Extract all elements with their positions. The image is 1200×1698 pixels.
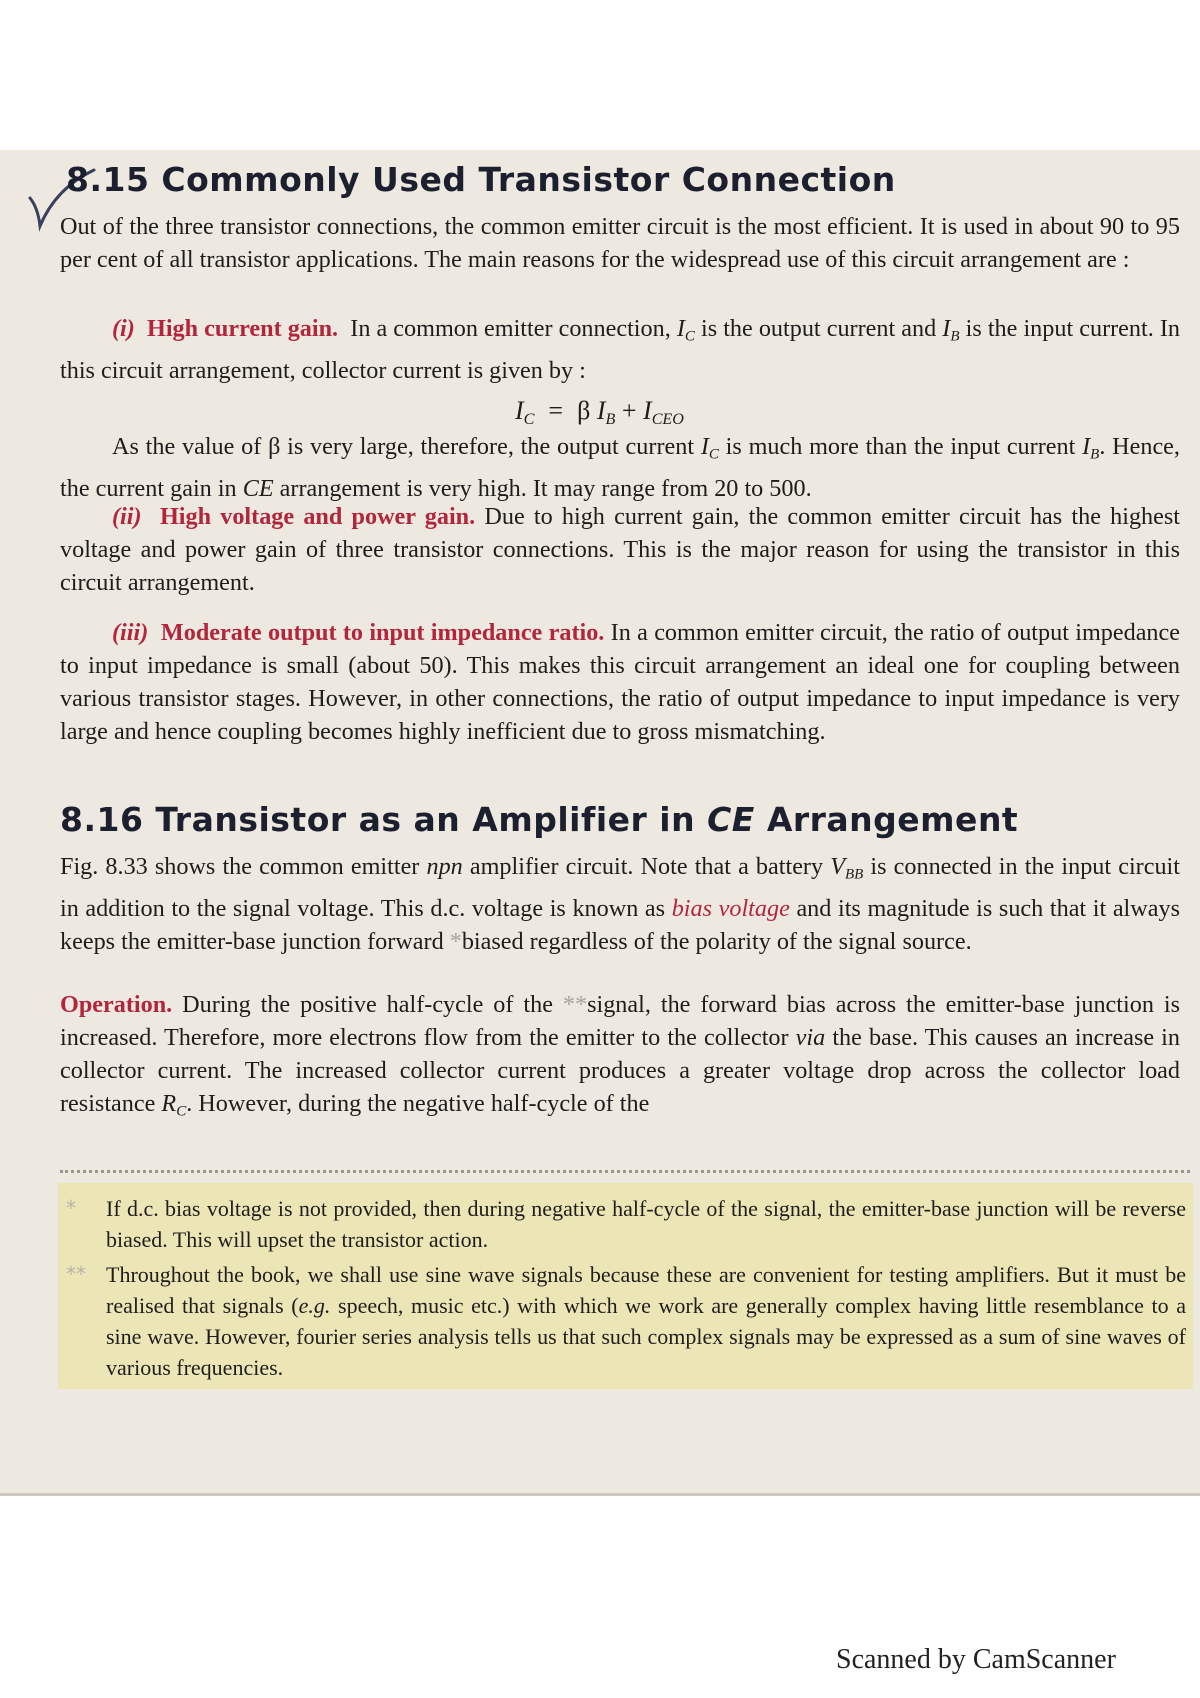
amplifier-intro-paragraph: Fig. 8.33 shows the common emitter npn amplifier circuit. Note that a battery $V_{BB}$ is connected in the input circuit in addition to the signal voltage. This d.c. voltage is known as bias voltage and its magnitude is such that it always keeps the emitter-base junction forward *biased regardless of the polarity of the signal source. <box>60 853 1180 955</box>
section-intro-paragraph: Out of the three transistor connections, the common emitter circuit is the most efficient. It is used in about 90 to 95 per cent of all transistor applications. The main reasons for the widespread use of this circuit arrangement are : <box>60 213 1180 273</box>
section-heading-8-15: 8.15 Commonly Used Transistor Connection <box>66 160 896 199</box>
footnote-2: Throughout the book, we shall use sine wave signals because these are convenient for testing amplifiers. But it must be realised that signals (e.g. speech, music etc.) with which we work are generally complex having little resemblance to a sine wave. However, fourier series analysis tells us that such complex signals may be expressed as a sum of sine waves of various frequencies. <box>106 1262 1186 1380</box>
footnote-marker-2: ** <box>66 1262 86 1286</box>
collector-current-formula: $I_C = \beta$ $I_B + I_{CEO}$ <box>515 396 684 428</box>
current-gain-paragraph: As the value of β is very large, therefore, the output current $I_C$ is much more than the input current $I_B$. Hence, the current gain in CE arrangement is very high. It may range from 20 to 500. <box>60 433 1180 502</box>
operation-paragraph: Operation. During the positive half-cycle of the **signal, the forward bias across the emitter-base junction is increased. Therefore, more electrons flow from the emitter to the collector via the base. This causes an increase in collector current. The increased collector current produces a greater voltage drop across the collector load resistance $R_C$. However, during the negative half-cycle of the <box>60 991 1180 1120</box>
point-high-current-gain: (i) High current gain. In a common emitter connection, $I_C$ is the output current and $I_B$ is the input current. In this circuit arrangement, collector current is given by : <box>60 315 1180 384</box>
footnote-divider <box>60 1170 1190 1173</box>
scanner-watermark: Scanned by CamScanner <box>836 1644 1116 1675</box>
point-impedance-ratio: (iii) Moderate output to input impedance ratio. In a common emitter circuit, the ratio of output impedance to input impedance is small (about 50). This makes this circuit arrangement an ideal one for coupling between various transistor stages. However, in other connections, the ratio of output impedance to input impedance is very large and hence coupling becomes highly inefficient due to gross mismatching. <box>60 619 1180 745</box>
point-voltage-power-gain: (ii) High voltage and power gain. Due to high current gain, the common emitter circuit has the highest voltage and power gain of three transistor connections. This is the major reason for using the transistor in this circuit arrangement. <box>60 503 1180 596</box>
section-heading-8-16: 8.16 Transistor as an Amplifier in CE Arrangement <box>60 800 1019 839</box>
footnote-marker-1: * <box>66 1196 76 1220</box>
footnote-1: If d.c. bias voltage is not provided, then during negative half-cycle of the signal, the emitter-base junction will be reverse biased. This will upset the transistor action. <box>106 1196 1186 1252</box>
